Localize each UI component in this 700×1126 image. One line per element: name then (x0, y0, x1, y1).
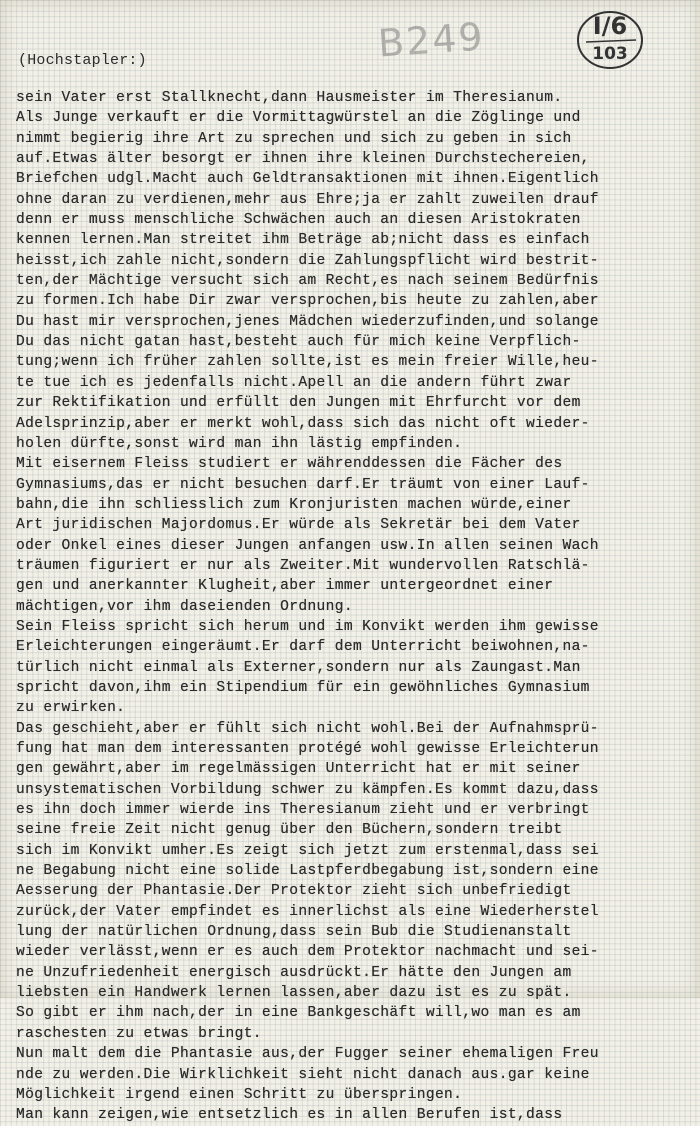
folio-stamp (574, 6, 646, 72)
text-line: oder Onkel eines dieser Jungen anfangen usw.In allen seinen Wach (16, 537, 599, 554)
text-line: Das geschieht,aber er fühlt sich nicht wohl.Bei der Aufnahmsprü- (16, 720, 599, 737)
text-line: Mit eisernem Fleiss studiert er währenddessen die Fächer des (16, 456, 563, 473)
text-line: Gymnasiums,das er nicht besuchen darf.Er träumt von einer Lauf- (16, 476, 590, 493)
text-line: Sein Fleiss spricht sich herum und im Konvikt werden ihm gewisse (16, 618, 599, 635)
text-line: kennen lernen.Man streitet ihm Beträge ab;nicht dass es einfach (16, 232, 590, 249)
text-line: zu formen.Ich habe Dir zwar versprochen,bis heute zu zahlen,aber (16, 293, 599, 310)
text-line: türlich nicht einmal als Externer,sondern nur als Zaungast.Man (16, 659, 581, 676)
text-line: Man kann zeigen,wie entsetzlich es in allen Berufen ist,dass (16, 1107, 563, 1124)
text-line: gen und anerkannter Klugheit,aber immer untergeordnet einer (16, 578, 554, 595)
text-line: nimmt begierig ihre Art zu sprechen und sich zu geben in sich (16, 130, 572, 147)
text-line: Möglichkeit irgend einen Schritt zu überspringen. (16, 1086, 463, 1103)
text-line: ohne daran zu verdienen,mehr aus Ehre;ja er zahlt zuweilen drauf (16, 191, 599, 208)
text-line: ne Unzufriedenheit energisch ausdrückt.Er hätte den Jungen am (16, 964, 572, 981)
text-line: bahn,die ihn schliesslich zum Kronjuristen machen würde,einer (16, 496, 572, 513)
text-line: So gibt er ihm nach,der in eine Bankgeschäft will,wo man es am (16, 1005, 581, 1022)
text-line: te tue ich es jedenfalls nicht.Apell an die andern führt zwar (16, 374, 572, 391)
text-line: unsystematischen Vorbildung schwer zu kämpfen.Es kommt dazu,dass (16, 781, 599, 798)
text-line: Du hast mir versprochen,jenes Mädchen wiederzufinden,und solange (16, 313, 599, 330)
folio-number-bottom: 103 (592, 44, 628, 64)
text-line: seine freie Zeit nicht genug über den Büchern,sondern treibt (16, 822, 563, 839)
text-line: ne Begabung nicht eine solide Lastpferdbegabung ist,sondern eine (16, 863, 599, 880)
text-line: heisst,ich zahle nicht,sondern die Zahlungspflicht wird bestrit- (16, 252, 599, 269)
text-line: Als Junge verkauft er die Vormittagwürstel an die Zöglinge und (16, 110, 581, 127)
text-line: liebsten ein Handwerk lernen lassen,aber dazu ist es zu spät. (16, 985, 572, 1002)
text-line: sein Vater erst Stallknecht,dann Hausmeister im Theresianum. (16, 90, 563, 106)
text-line: sich im Konvikt umher.Es zeigt sich jetzt zum erstenmal,dass sei (16, 842, 599, 859)
archive-signature-pencil: B249 (376, 14, 487, 66)
text-line: nde zu werden.Die Wirklichkeit sieht nicht danach aus.gar keine (16, 1066, 590, 1083)
text-line: holen dürfte,sonst wird man ihn lästig empfinden. (16, 435, 463, 452)
text-line: raschesten zu etwas bringt. (16, 1025, 262, 1042)
text-line: Art juridischen Majordomus.Er würde als Sekretär bei dem Vater (16, 517, 581, 534)
text-line: es ihn doch immer wierde ins Theresianum zieht und er verbringt (16, 802, 590, 819)
text-line: tung;wenn ich früher zahlen sollte,ist es mein freier Wille,heu- (16, 354, 599, 371)
text-line: Du das nicht gatan hast,besteht auch für mich keine Verpflich- (16, 334, 581, 351)
text-line: wieder verlässt,wenn er es auch dem Protektor nachmacht und sei- (16, 944, 599, 961)
text-line: Aesserung der Phantasie.Der Protektor zieht sich unbefriedigt (16, 883, 572, 900)
text-line: gen gewährt,aber im regelmässigen Unterricht hat er mit seiner (16, 761, 581, 778)
text-line: zur Rektifikation und erfüllt den Jungen mit Ehrfurcht vor dem (16, 395, 581, 412)
text-line: Adelsprinzip,aber er merkt wohl,dass sich das nicht oft wieder- (16, 415, 590, 432)
text-line: Briefchen udgl.Macht auch Geldtransaktionen mit ihnen.Eigentlich (16, 171, 599, 188)
folio-number-top: I/6 (592, 12, 628, 40)
text-line: zu erwirken. (16, 700, 126, 717)
text-line: mächtigen,vor ihm daseienden Ordnung. (16, 598, 353, 615)
text-line: träumen figuriert er nur als Zweiter.Mit wundervollen Ratschlä- (16, 557, 590, 574)
text-line: Nun malt dem die Phantasie aus,der Fugger seiner ehemaligen Freu (16, 1046, 599, 1063)
text-line: ten,der Mächtige versucht sich am Recht,es nach seinem Bedürfnis (16, 273, 599, 290)
text-line: Erleichterungen eingeräumt.Er darf dem Unterricht beiwohnen,na- (16, 639, 590, 656)
text-line: spricht davon,ihm ein Stipendium für ein gewöhnliches Gymnasium (16, 679, 590, 696)
text-line: fung hat man dem interessanten protégé wohl gewisse Erleichterun (16, 741, 599, 757)
text-line: auf.Etwas älter besorgt er ihnen ihre kleinen Durchstechereien, (16, 151, 590, 168)
text-line: lung der natürlichen Ordnung,dass sein Bub die Studienanstalt (16, 924, 572, 941)
text-line: denn er muss menschliche Schwächen auch an diesen Aristokraten (16, 212, 581, 229)
document-header-label: (Hochstapler:) (18, 52, 147, 69)
text-line: zurück,der Vater empfindet es innerlichst als eine Wiederherstel (16, 903, 599, 920)
typewritten-text-body (16, 88, 700, 1126)
